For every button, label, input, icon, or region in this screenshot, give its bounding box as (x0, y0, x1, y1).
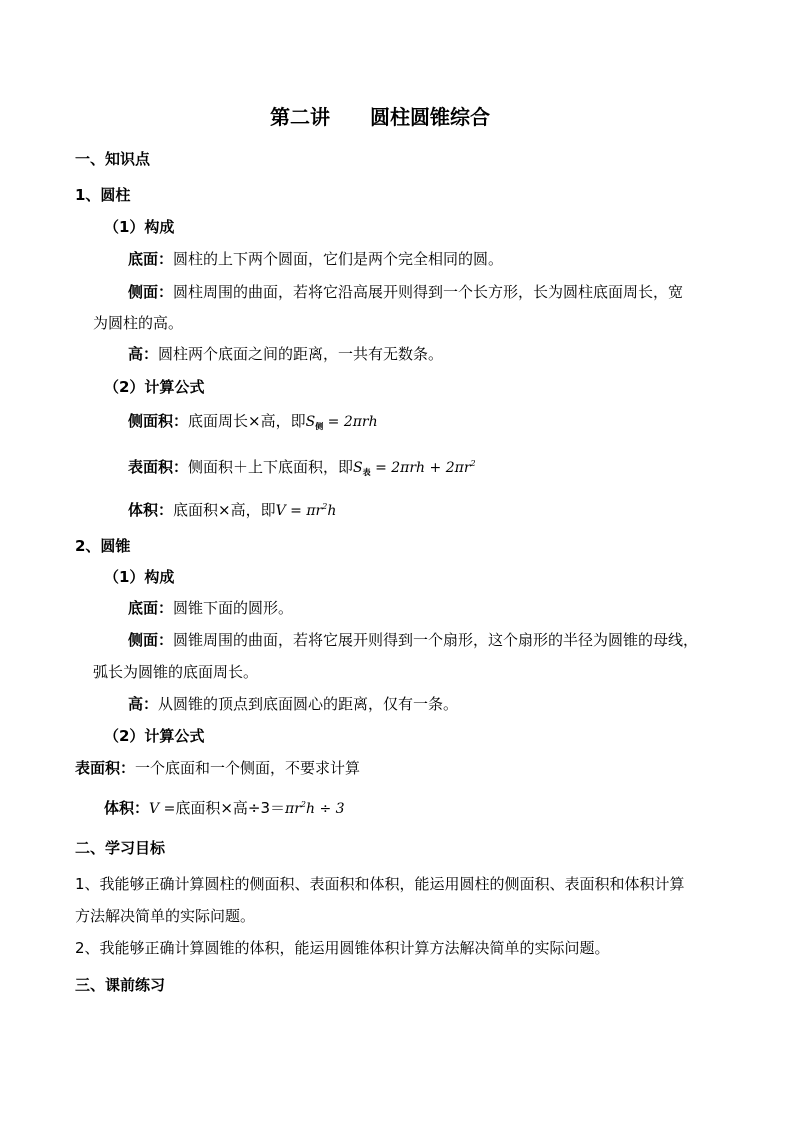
cylinder-height-label: 高： (128, 345, 159, 363)
cone-side-text-2: 弧长为圆锥的底面周长。 (93, 663, 259, 681)
formula-expression: V = πr (275, 503, 323, 519)
cylinder-heading: 1、圆柱 (75, 186, 131, 204)
goal-1-line-1: 1、我能够正确计算圆柱的侧面积、表面积和体积，能运用圆柱的侧面积、表面积和体积计算 (75, 875, 685, 893)
cylinder-lateral-formula (306, 414, 378, 430)
lecture-number: 第二讲 (270, 105, 330, 129)
cone-surface-label: 表面积： (75, 759, 136, 777)
cylinder-side-text-1: 圆柱周围的曲面，若将它沿高展开则得到一个长方形，长为圆柱底面周长，宽 (173, 283, 684, 301)
cylinder-base-label: 底面： (128, 250, 174, 268)
cone-surface-area (75, 758, 360, 778)
cylinder-composition-heading: （1）构成 (104, 218, 175, 236)
cone-base-definition (128, 598, 293, 618)
cone-volume (104, 795, 345, 819)
section-heading-knowledge: 一、知识点 (75, 150, 151, 168)
formula-expression: = 2πrh + 2πr (375, 460, 471, 476)
formula-symbol-s: S (305, 414, 316, 430)
cone-volume-formula (285, 801, 345, 817)
lecture-topic: 圆柱圆锥综合 (370, 105, 490, 129)
formula-expression: πr (285, 801, 301, 817)
cylinder-surface-text: 侧面积＋上下底面积，即 (188, 458, 354, 476)
cone-side-label: 侧面： (128, 631, 174, 649)
cylinder-volume (128, 497, 336, 521)
goal-1-line-2: 方法解决简单的实际问题。 (75, 907, 256, 925)
cylinder-lateral-label: 侧面积： (128, 412, 189, 430)
page-title (270, 104, 490, 130)
formula-subscript: 侧 (315, 421, 324, 431)
cone-volume-text: 底面积×高÷3＝ (175, 799, 285, 817)
cone-volume-label: 体积： (104, 799, 150, 817)
cone-base-label: 底面： (128, 599, 174, 617)
formula-exponent: 2 (300, 800, 306, 809)
cylinder-volume-text: 底面积×高，即 (173, 501, 276, 519)
cylinder-surface-area (128, 454, 476, 482)
cylinder-formula-heading: （2）计算公式 (104, 378, 205, 396)
cone-height-label: 高： (128, 695, 159, 713)
cylinder-side-text-2: 为圆柱的高。 (93, 314, 184, 332)
cylinder-volume-label: 体积： (128, 501, 174, 519)
cylinder-side-definition (128, 282, 683, 302)
formula-symbol-v: V = (149, 801, 176, 817)
section-heading-practice: 三、课前练习 (75, 976, 166, 994)
formula-expression: = 2πrh (327, 414, 378, 430)
cylinder-base-text: 圆柱的上下两个圆面，它们是两个完全相同的圆。 (173, 250, 504, 268)
cone-side-text-1: 圆锥周围的曲面，若将它展开则得到一个扇形，这个扇形的半径为圆锥的母线， (173, 631, 699, 649)
formula-subscript: 表 (362, 467, 371, 477)
goal-2: 2、我能够正确计算圆锥的体积，能运用圆锥体积计算方法解决简单的实际问题。 (75, 939, 610, 957)
cylinder-base-definition (128, 249, 503, 269)
cone-height-text: 从圆锥的顶点到底面圆心的距离，仅有一条。 (158, 695, 459, 713)
cone-surface-text: 一个底面和一个侧面，不要求计算 (135, 759, 361, 777)
cone-height-definition (128, 694, 458, 714)
cylinder-lateral-area (128, 411, 378, 436)
cylinder-lateral-text: 底面周长×高，即 (188, 412, 306, 430)
section-heading-goals: 二、学习目标 (75, 839, 166, 857)
formula-exponent: 2 (470, 459, 476, 468)
cylinder-volume-formula (276, 503, 337, 519)
cylinder-surface-label: 表面积： (128, 458, 189, 476)
cylinder-height-text: 圆柱两个底面之间的距离，一共有无数条。 (158, 345, 444, 363)
formula-symbol-s: S (353, 460, 363, 476)
cylinder-side-label: 侧面： (128, 283, 174, 301)
formula-tail: h ÷ 3 (306, 801, 345, 817)
cone-base-text: 圆锥下面的圆形。 (173, 599, 294, 617)
cone-heading: 2、圆锥 (75, 537, 131, 555)
cone-formula-heading: （2）计算公式 (104, 727, 205, 745)
formula-symbol-h: h (327, 503, 337, 519)
cylinder-height-definition (128, 344, 443, 364)
cone-composition-heading: （1）构成 (104, 568, 175, 586)
cylinder-surface-formula (353, 460, 476, 476)
cone-side-definition (128, 630, 698, 650)
formula-exponent: 2 (322, 502, 328, 511)
